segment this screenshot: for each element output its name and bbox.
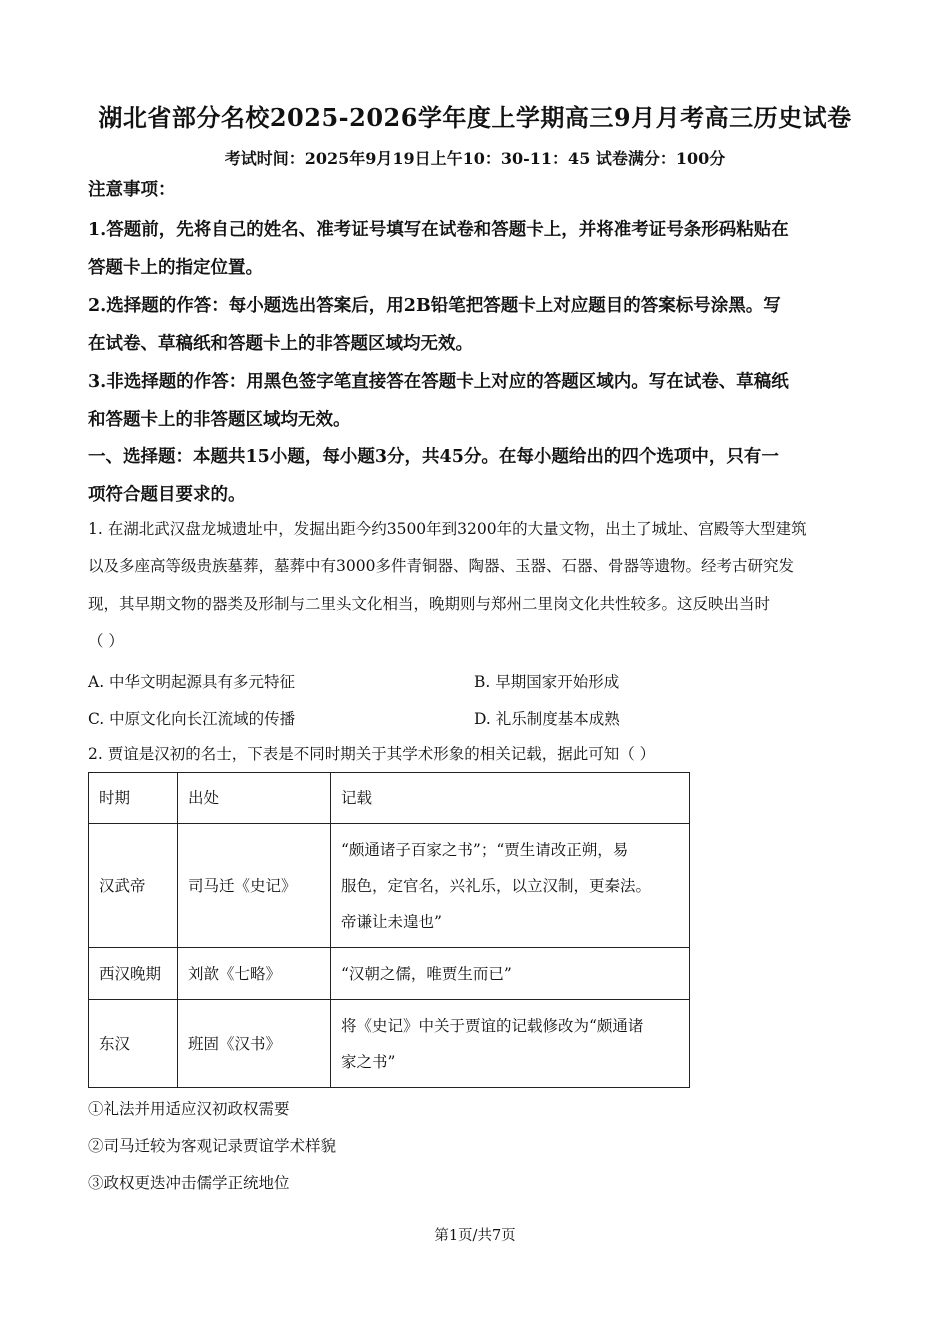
row-record (331, 948, 690, 1000)
table-row (89, 1000, 690, 1088)
row-source: 司马迁《史记》 (178, 824, 331, 948)
q1-option-c: C. 中原文化向长江流域的传播 (88, 710, 296, 728)
q2-statement-1: ①礼法并用适应汉初政权需要 (88, 1100, 290, 1118)
q2-stem: 2. 贾谊是汉初的名士，下表是不同时期关于其学术形象的相关记载，据此可知（ ） (88, 745, 656, 763)
record-line: 服色，定官名，兴礼乐，以立汉制，更秦法。 (341, 876, 652, 895)
q1-option-a: A. 中华文明起源具有多元特征 (88, 673, 296, 691)
row-period: 汉武帝 (89, 824, 178, 948)
note-1-line-2: 答题卡上的指定位置。 (88, 258, 263, 278)
exam-title: 湖北省部分名校2025-2026学年度上学期高三9月月考高三历史试卷 (98, 103, 852, 132)
record-line: “颇通诸子百家之书”；“贾生请改正朔，易 (341, 840, 629, 859)
q1-answer-blank: （ ） (88, 632, 124, 650)
q1-option-b: B. 早期国家开始形成 (474, 673, 620, 691)
exam-time-info: 考试时间：2025年9月19日上午10：30-11：45 试卷满分：100分 (224, 149, 726, 168)
header-source: 出处 (178, 773, 331, 824)
row-record (331, 824, 690, 948)
section-1-heading: 一、选择题：本题共15小题，每小题3分，共45分。在每小题给出的四个选项中，只有一 (88, 447, 779, 467)
row-period: 西汉晚期 (89, 948, 178, 1000)
header-record: 记载 (331, 773, 690, 824)
table-header-row (89, 773, 690, 824)
table-row (89, 948, 690, 1000)
note-2-line-2: 在试卷、草稿纸和答题卡上的非答题区域均无效。 (88, 334, 473, 354)
section-1-heading-cont: 项符合题目要求的。 (88, 485, 246, 505)
table-row (89, 824, 690, 948)
row-source: 班固《汉书》 (178, 1000, 331, 1088)
row-source: 刘歆《七略》 (178, 948, 331, 1000)
q1-option-d: D. 礼乐制度基本成熟 (474, 710, 620, 728)
q2-statement-3: ③政权更迭冲击儒学正统地位 (88, 1174, 290, 1192)
row-record (331, 1000, 690, 1088)
header-period: 时期 (89, 773, 178, 824)
row-period: 东汉 (89, 1000, 178, 1088)
record-line: 帝谦让未遑也” (341, 912, 442, 931)
notes-heading: 注意事项： (88, 180, 176, 200)
note-3-line-1: 3.非选择题的作答：用黑色签字笔直接答在答题卡上对应的答题区域内。写在试卷、草稿纸 (88, 372, 789, 392)
note-1-line-1: 1.答题前，先将自己的姓名、准考证号填写在试卷和答题卡上，并将准考证号条形码粘贴在 (88, 220, 789, 240)
record-line: 将《史记》中关于贾谊的记载修改为“颇通诸 (341, 1016, 644, 1035)
q2-statement-2: ②司马迁较为客观记录贾谊学术样貌 (88, 1137, 337, 1155)
q1-stem-line-1: 1. 在湖北武汉盘龙城遗址中，发掘出距今约3500年到3200年的大量文物，出土了城址、宫殿等大型建筑 (88, 520, 807, 538)
q2-records-table (88, 772, 690, 1088)
record-line: “汉朝之儒，唯贾生而已” (341, 964, 512, 983)
page-number: 第1页/共7页 (434, 1228, 516, 1244)
q1-stem-line-2: 以及多座高等级贵族墓葬，墓葬中有3000多件青铜器、陶器、玉器、石器、骨器等遗物。经考古研究发 (88, 557, 794, 575)
note-2-line-1: 2.选择题的作答：每小题选出答案后，用2B铅笔把答题卡上对应题目的答案标号涂黑。写 (88, 296, 781, 316)
q1-stem-line-3: 现，其早期文物的器类及形制与二里头文化相当，晚期则与郑州二里岗文化共性较多。这反映出当时 (88, 595, 771, 613)
note-3-line-2: 和答题卡上的非答题区域均无效。 (88, 410, 351, 430)
record-line: 家之书” (341, 1052, 396, 1071)
